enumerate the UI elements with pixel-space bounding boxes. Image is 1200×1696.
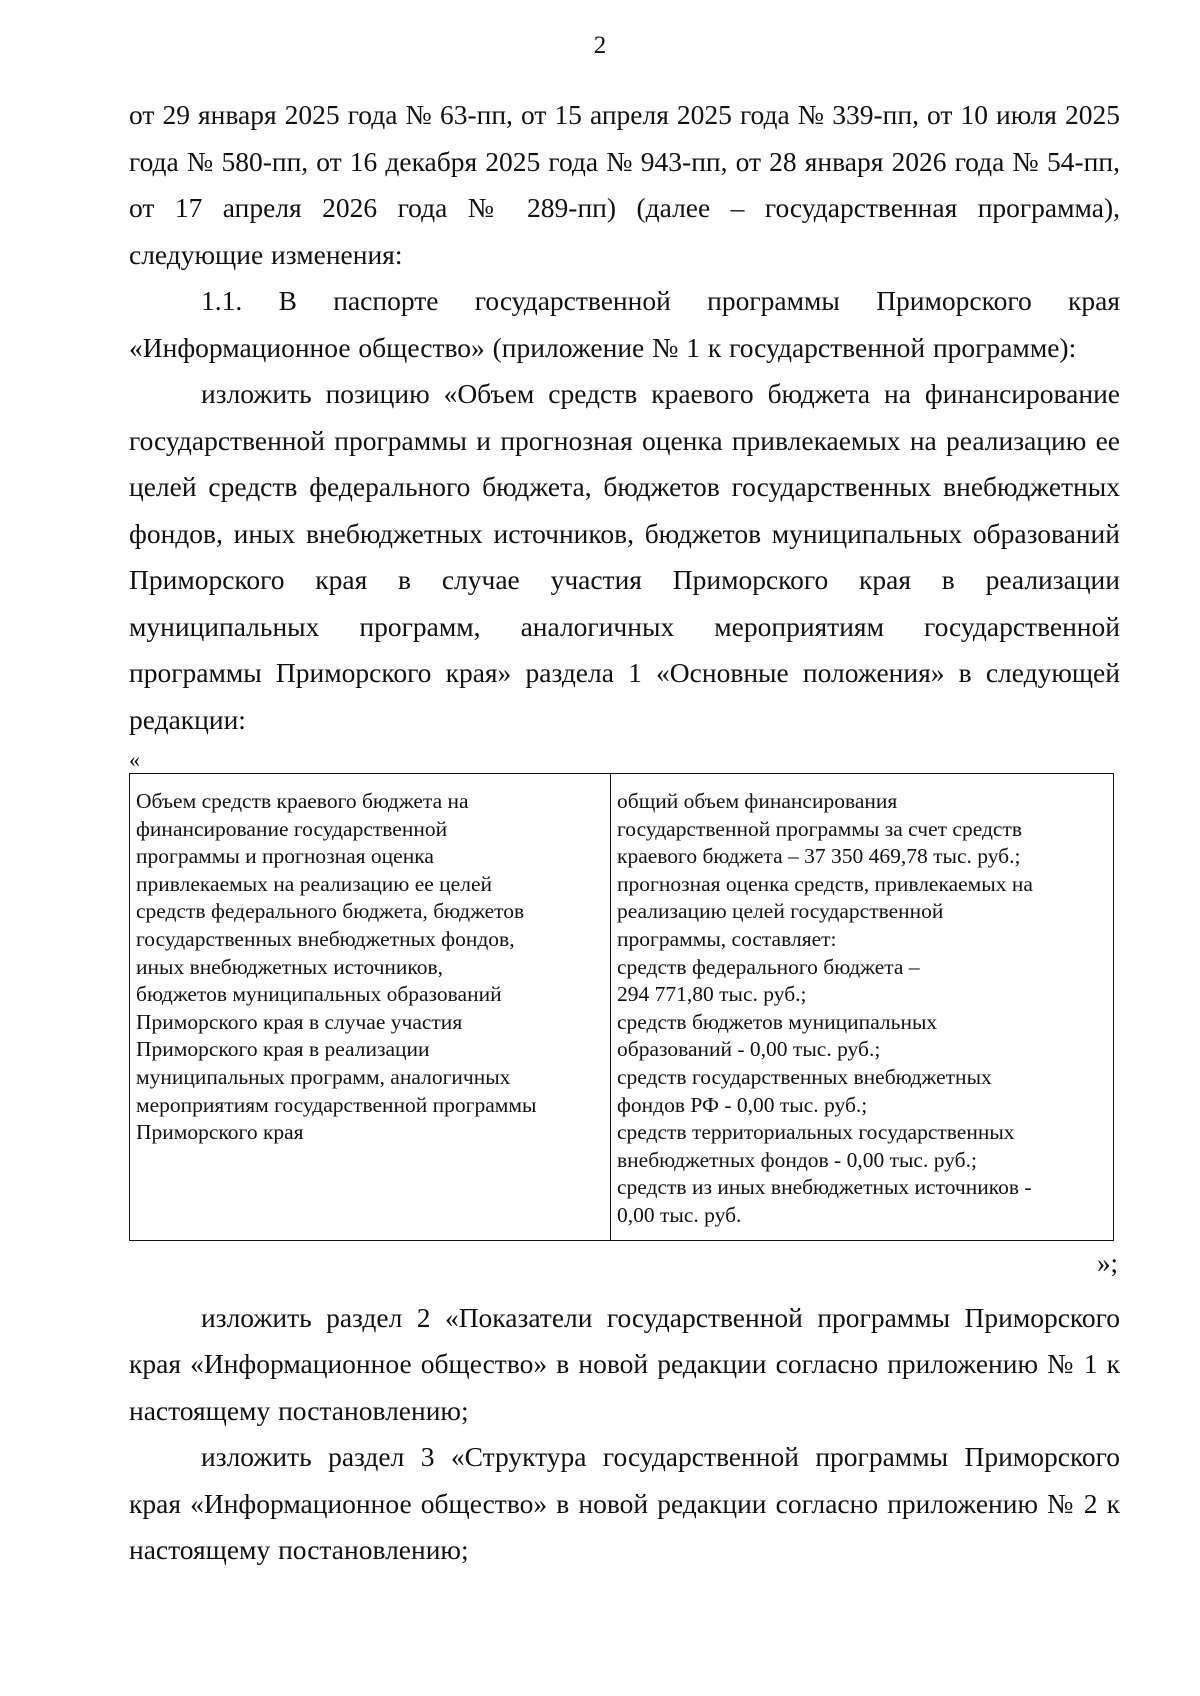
table-line: программы и прогнозная оценка — [136, 844, 434, 869]
paragraph-section-3: изложить раздел 3 «Структура государственной программы Приморского края «Информационное общество» в новой редакции согласно приложению № 2 к настоящему постановлению; — [129, 1441, 1120, 1565]
table-line: средств из иных внебюджетных источников - — [617, 1175, 1032, 1200]
table-line: Приморского края в случае участия — [136, 1009, 463, 1034]
table-cell-position-value — [611, 774, 1114, 1241]
table-line: средств федерального бюджета, бюджетов — [136, 899, 525, 924]
table-row — [130, 774, 1114, 1241]
table-line: государственной программы за счет средств — [617, 816, 1022, 841]
table-cell-position-name — [130, 774, 611, 1241]
table-line: иных внебюджетных источников, — [136, 954, 444, 979]
table-line: общий объем финансирования — [617, 789, 898, 813]
table-line: фондов РФ - 0,00 тыс. руб.; — [617, 1092, 868, 1117]
document-body — [129, 92, 1120, 1574]
table-line: средств федерального бюджета – — [617, 954, 920, 979]
table-line: 0,00 тыс. руб. — [617, 1202, 742, 1227]
closing-quote-mark: »; — [1096, 1247, 1118, 1278]
table-line: программы, составляет: — [617, 926, 837, 951]
table-line: средств государственных внебюджетных — [617, 1064, 992, 1089]
table-line: бюджетов муниципальных образований — [136, 982, 502, 1007]
table-line: 294 771,80 тыс. руб.; — [617, 982, 807, 1007]
page-number: 2 — [593, 32, 607, 59]
table-line: Приморского края — [136, 1120, 304, 1145]
table-line: внебюджетных фондов - 0,00 тыс. руб.; — [617, 1147, 977, 1172]
table-line: муниципальных программ, аналогичных — [136, 1064, 511, 1089]
opening-quote-mark: « — [129, 747, 140, 772]
paragraph-position-replace: изложить позицию «Объем средств краевого бюджета на финансирование государственной программы и прогнозная оценка привлекаемых на реализацию ее целей средств федерального бюджета, бюджетов государственных внебюджетных фондов, иных внебюджетных источников, бюджетов муниципальных образований Приморского края в случае участия Приморского края в реализации муниципальных программ, аналогичных мероприятиям государственной программы Приморского края» раздела 1 «Основные положения» в следующей редакции: — [129, 378, 1120, 735]
table-line: прогнозная оценка средств, привлекаемых на — [617, 871, 1033, 896]
paragraph-amendments-list: от 29 января 2025 года № 63-пп, от 15 апреля 2025 года № 339-пп, от 10 июля 2025 года № 580-пп, от 16 декабря 2025 года № 943-пп, от 28 января 2026 года № 54-пп, от 17 апреля 2026 года № 289-пп) (далее – государственная программа), следующие изменения: — [129, 99, 1120, 270]
paragraph-section-2: изложить раздел 2 «Показатели государственной программы Приморского края «Информационное общество» в новой редакции согласно приложению № 1 к настоящему постановлению; — [129, 1301, 1120, 1426]
table-line: краевого бюджета – 37 350 469,78 тыс. руб.; — [617, 844, 1021, 869]
passport-position-table — [129, 773, 1114, 1241]
table-line: финансирование государственной — [136, 816, 448, 841]
table-line: мероприятиям государственной программы — [136, 1092, 537, 1117]
table-line: привлекаемых на реализацию ее целей — [136, 871, 492, 896]
table-line: средств бюджетов муниципальных — [617, 1009, 938, 1034]
table-line: реализацию целей государственной — [617, 899, 944, 924]
table-line: Приморского края в реализации — [136, 1037, 430, 1062]
table-line: Объем средств краевого бюджета на — [136, 789, 469, 813]
table-line: государственных внебюджетных фондов, — [136, 926, 515, 951]
paragraph-passport-intro: 1.1. В паспорте государственной программы Приморского края «Информационное общество» (приложение № 1 к государственной программе): — [129, 285, 1120, 363]
table-line: средств территориальных государственных — [617, 1120, 1015, 1145]
table-line: образований - 0,00 тыс. руб.; — [617, 1037, 881, 1062]
